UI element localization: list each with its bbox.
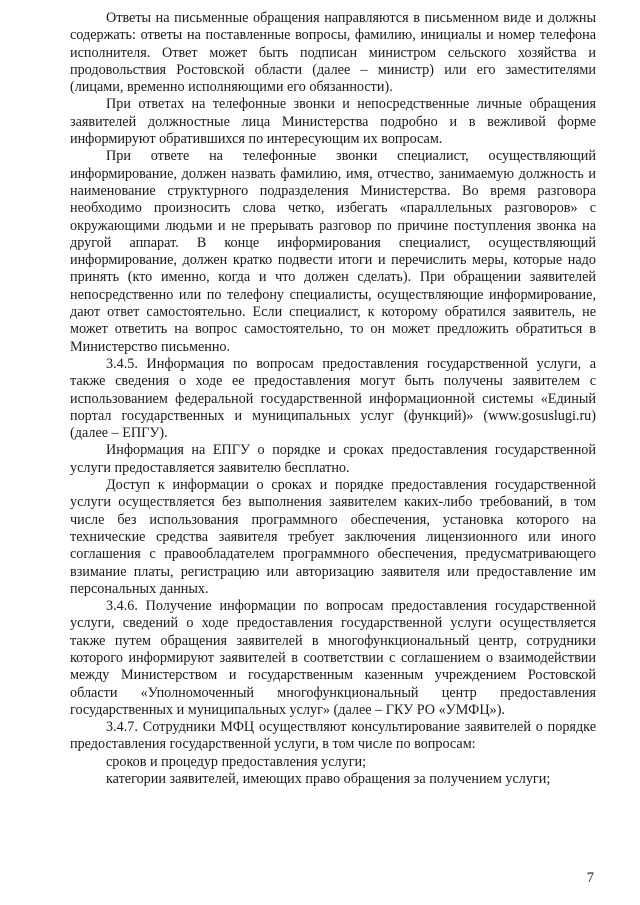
document-body xyxy=(70,10,596,788)
page-number: 7 xyxy=(586,870,594,886)
paragraph-epgu-free-info: Информация на ЕПГУ о порядке и сроках предоставления государственной услуги предоставляется заявителю бесплатно. xyxy=(70,442,596,476)
list-item-applicant-categories: категории заявителей, имеющих право обращения за получением услуги; xyxy=(106,771,551,788)
paragraph-written-replies: Ответы на письменные обращения направляются в письменном виде и должны содержать: ответы на поставленные вопросы, фамилию, инициалы и номер телефона исполнителя. Ответ может быть подписан министром сельского хозяйства и продовольствия Ростовской области (далее – министр) или его заместителями (лицами, временно исполняющими его обязанности). xyxy=(70,10,596,96)
paragraph-3-4-6: 3.4.6. Получение информации по вопросам предоставления государственной услуги, сведений о ходе предоставления государственной услуги осуществляется также путем обращения заявителей в многофункциональный центр, сотрудники которого информируют заявителей в соответствии с соглашением о взаимодействии между Министерством и государственным казенным учреждением Ростовской области «Уполномоченный многофункциональный центр предоставления государственных и муниципальных услуг» (далее – ГКУ РО «УМФЦ»). xyxy=(70,598,596,718)
list-item-deadlines-procedures: сроков и процедур предоставления услуги; xyxy=(106,753,367,770)
paragraph-3-4-5: 3.4.5. Информация по вопросам предоставления государственной услуги, а также сведения о ходе ее предоставления могут быть получены заявителем с использованием федеральной государственной информационной системы «Единый портал государственных и муниципальных услуг (функций)» (www.gosuslugi.ru) (далее – ЕПГУ). xyxy=(70,355,596,442)
paragraph-phone-call-rules: При ответе на телефонные звонки специалист, осуществляющий информирование, должен назвать фамилию, имя, отчество, занимаемую должность и наименование структурного подразделения Министерства. Во время разговора необходимо произносить слова четко, избегать «параллельных разговоров» с окружающими людьми и не прерывать разговор по причине поступления звонка на другой аппарат. В конце информирования специалист, осуществляющий информирование, должен кратко подвести итоги и перечислить меры, которые надо принять (кто именно, когда и что должен сделать). При обращении заявителей непосредственно или по телефону специалисты, осуществляющие информирование, дают ответ самостоятельно. Если специалист, к которому обратился заявитель, не может ответить на вопрос самостоятельно, то он может предложить обратиться в Министерство письменно. xyxy=(70,148,596,355)
paragraph-3-4-7: 3.4.7. Сотрудники МФЦ осуществляют консультирование заявителей о порядке предоставления государственной услуги, в том числе по вопросам: xyxy=(70,719,596,753)
paragraph-access-without-requirements: Доступ к информации о сроках и порядке предоставления государственной услуги осуществляется без выполнения заявителем каких-либо требований, в том числе без использования программного обеспечения, установка которого на технические средства заявителя требует заключения лицензионного или иного соглашения с правообладателем программного обеспечения, предусматривающего взимание платы, регистрацию или авторизацию заявителя или предоставление им персональных данных. xyxy=(70,477,596,597)
paragraph-phone-and-personal-requests: При ответах на телефонные звонки и непосредственные личные обращения заявителей должностные лица Министерства подробно и в вежливой форме информируют обратившихся по интересующим их вопросам. xyxy=(70,96,596,148)
